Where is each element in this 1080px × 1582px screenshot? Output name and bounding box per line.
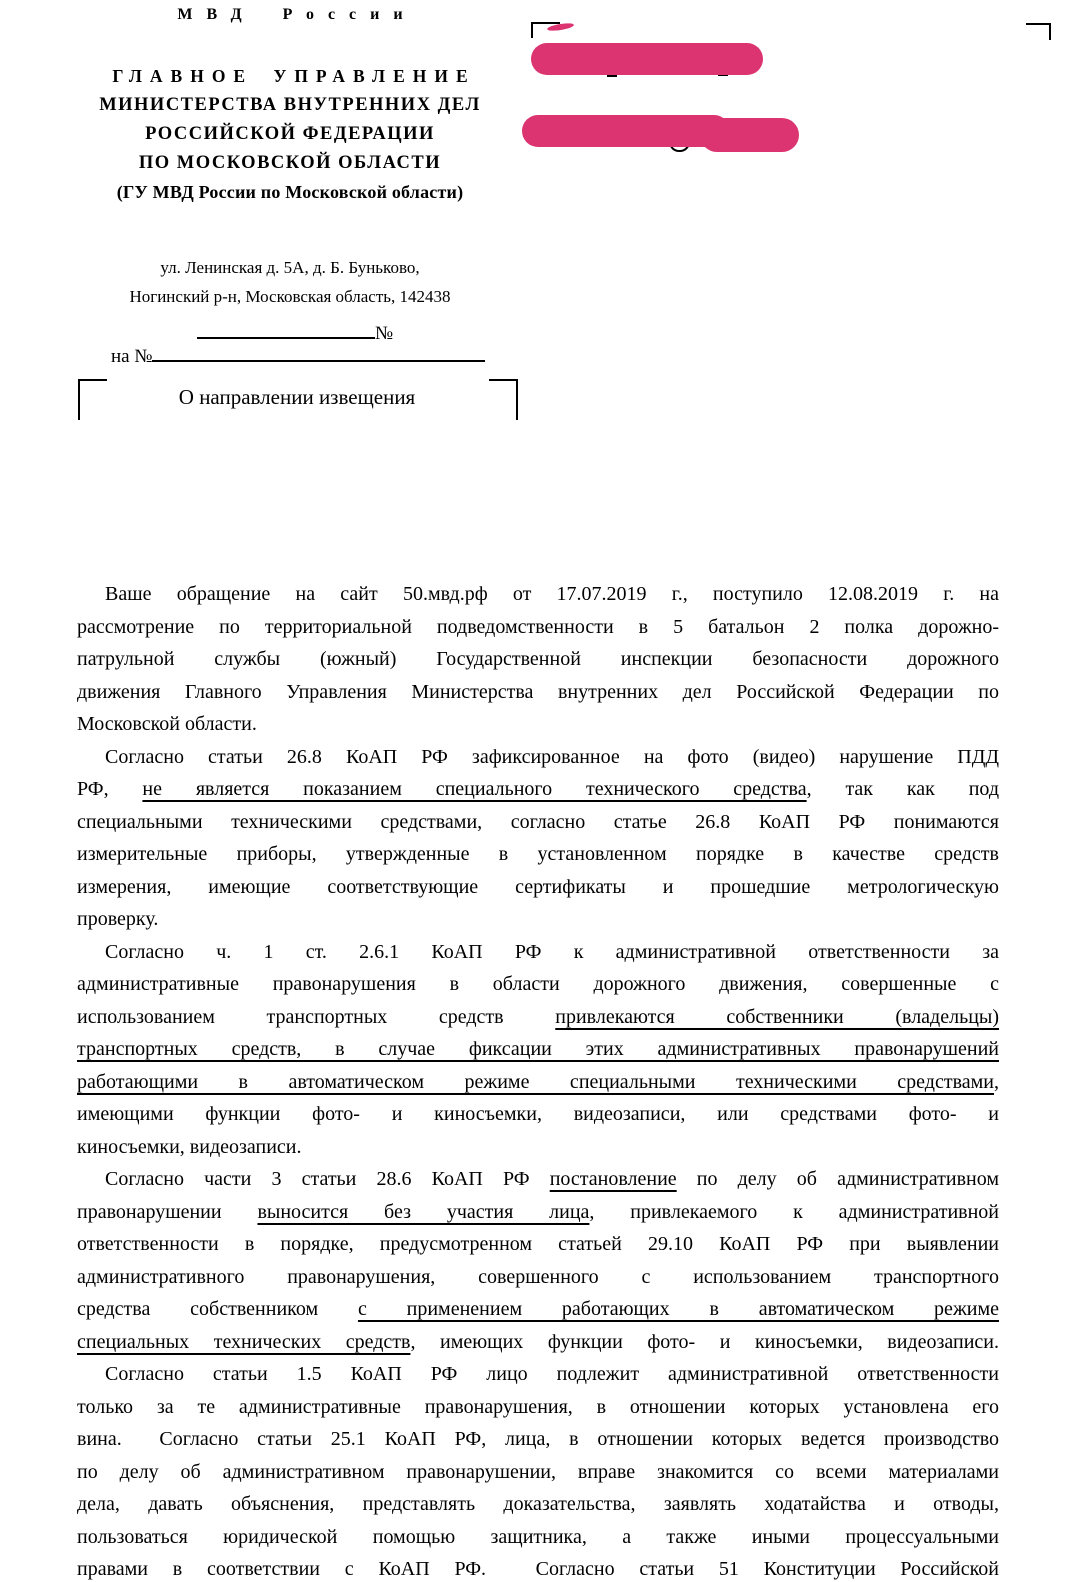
body-text-segment: Московской области. bbox=[77, 713, 257, 735]
body-line bbox=[77, 1261, 999, 1294]
underlined-text: специальных технических средств bbox=[77, 1330, 411, 1353]
body-text-segment: рассмотрение по территориальной подведомственности в 5 батальон 2 полка дорожно- bbox=[77, 615, 999, 638]
address-line: Ногинский р-н, Московская область, 142438 bbox=[129, 286, 451, 306]
body-line bbox=[77, 1391, 999, 1424]
body-text-segment: использованием транспортных средств bbox=[77, 1005, 556, 1028]
underlined-text: выносится без участия лица bbox=[257, 1200, 590, 1223]
body-line bbox=[77, 871, 999, 904]
number-symbol: № bbox=[375, 323, 394, 344]
body-line bbox=[77, 1228, 999, 1261]
department-line: ПО МОСКОВСКОЙ ОБЛАСТИ bbox=[138, 153, 442, 173]
body-line bbox=[77, 1521, 999, 1554]
postal-address bbox=[50, 254, 530, 311]
body-line bbox=[77, 1293, 999, 1326]
body-text-segment: Согласно статьи 26.8 КоАП РФ зафиксированное на фото (видео) нарушение ПДД bbox=[105, 745, 999, 768]
body-line bbox=[77, 1553, 999, 1582]
body-line bbox=[77, 903, 999, 936]
body-text-segment: по делу об административном правонарушении, вправе знакомится со всеми материалами bbox=[77, 1460, 999, 1483]
body-line bbox=[77, 741, 999, 774]
body-text-segment: пользоваться юридической помощью защитника, а также иными процессуальными bbox=[77, 1525, 999, 1548]
body-text-segment: , привлекаемого к административной bbox=[589, 1200, 999, 1223]
reply-number-line bbox=[111, 341, 485, 368]
body-line bbox=[77, 968, 999, 1001]
body-line bbox=[77, 643, 999, 676]
body-text-segment: измерительные приборы, утвержденные в установленном порядке в качестве средств bbox=[77, 843, 999, 865]
body-line bbox=[77, 806, 999, 839]
body-text-segment: , имеющих функции фото- и киносъемки, видеозаписи. bbox=[410, 1330, 999, 1353]
body-text-segment: средства собственником bbox=[77, 1298, 358, 1320]
underlined-text: транспортных средств, в случае фиксации этих административных правонарушений bbox=[77, 1038, 999, 1060]
redaction-mark bbox=[522, 115, 730, 147]
department-name-block bbox=[50, 62, 530, 207]
address-line: ул. Ленинская д. 5А, д. Б. Буньково, bbox=[160, 258, 420, 277]
body-text-segment: ответственности в порядке, предусмотренном статьей 29.10 КоАП РФ при выявлении bbox=[77, 1233, 999, 1255]
body-line bbox=[77, 936, 999, 969]
body-line bbox=[77, 1098, 999, 1131]
subject-title: О направлении извещения bbox=[178, 385, 416, 409]
body-text-segment: , bbox=[994, 1070, 999, 1093]
body-text-segment: административные правонарушения в области дорожного движения, совершенные с bbox=[77, 973, 999, 995]
body-text-segment: , так как под bbox=[806, 778, 999, 800]
body-text-segment: Согласно ч. 1 ст. 2.6.1 КоАП РФ к административной ответственности за bbox=[105, 940, 999, 963]
body-line bbox=[77, 1358, 999, 1391]
underlined-text: с применением работающих в автоматическом режиме bbox=[357, 1298, 999, 1320]
body-text-segment: движения Главного Управления Министерства внутренних дел Российской Федерации по bbox=[77, 680, 999, 703]
underlined-text: не является показанием специального технического средства bbox=[142, 778, 807, 800]
body-line bbox=[77, 1001, 999, 1034]
body-text-segment: специальными техническими средствами, согласно статье 26.8 КоАП РФ понимаются bbox=[77, 810, 999, 833]
reply-number-prefix: на № bbox=[111, 346, 153, 367]
ministry-name: МВД России bbox=[177, 6, 417, 23]
redaction-mark bbox=[531, 43, 763, 75]
body-text-segment: Согласно статьи 1.5 КоАП РФ лицо подлежит административной ответственности bbox=[105, 1363, 999, 1385]
addressee-corner-mark-right bbox=[1026, 23, 1051, 40]
body-text-segment: вина. Согласно статьи 25.1 КоАП РФ, лица, в отношении которых ведется производство bbox=[77, 1428, 999, 1450]
letter-body bbox=[77, 578, 999, 1582]
body-line bbox=[77, 676, 999, 709]
department-short-name: (ГУ МВД России по Московской области) bbox=[116, 182, 464, 202]
department-line: РОССИЙСКОЙ ФЕДЕРАЦИИ bbox=[145, 124, 435, 144]
reply-number-blank bbox=[152, 341, 485, 362]
body-text-segment: измерения, имеющие соответствующие сертификаты и прошедшие метрологическую bbox=[77, 875, 999, 898]
underlined-text: постановление bbox=[549, 1168, 677, 1190]
body-line bbox=[77, 1066, 999, 1099]
department-line: ГЛАВНОЕ УПРАВЛЕНИЕ bbox=[112, 66, 476, 86]
text-remnant bbox=[607, 75, 617, 77]
body-line bbox=[77, 1456, 999, 1489]
body-text-segment: имеющими функции фото- и киносъемки, видеозаписи, или средствами фото- и bbox=[77, 1103, 999, 1125]
body-text-segment: правонарушении bbox=[77, 1200, 258, 1223]
body-line bbox=[77, 578, 999, 611]
body-text-segment: проверку. bbox=[77, 908, 159, 930]
outgoing-number-blank bbox=[197, 318, 375, 339]
body-text-segment: киносъемки, видеозаписи. bbox=[77, 1135, 302, 1158]
department-line: МИНИСТЕРСТВА ВНУТРЕННИХ ДЕЛ bbox=[99, 95, 481, 115]
body-text-segment: РФ, bbox=[77, 778, 143, 800]
body-line bbox=[77, 838, 999, 871]
body-text-segment: правами в соответствии с КоАП РФ. Согласно статьи 51 Конституции Российской bbox=[77, 1558, 999, 1580]
body-text-segment: дела, давать объяснения, представлять доказательства, заявлять ходатайства и отводы, bbox=[77, 1493, 999, 1515]
body-line bbox=[77, 1196, 999, 1229]
body-line bbox=[77, 1326, 999, 1359]
body-text-segment: Согласно части 3 статьи 28.6 КоАП РФ bbox=[105, 1168, 550, 1190]
body-text-segment: по делу об административном bbox=[676, 1168, 999, 1190]
body-line bbox=[77, 773, 999, 806]
body-line bbox=[77, 1131, 999, 1164]
body-text-segment: административного правонарушения, совершенного с использованием транспортного bbox=[77, 1265, 999, 1288]
underlined-text: работающими в автоматическом режиме специальными техническими средствами bbox=[77, 1070, 994, 1093]
body-text-segment: Ваше обращение на сайт 50.мвд.рф от 17.07.2019 г., поступило 12.08.2019 г. на bbox=[105, 583, 999, 605]
body-line bbox=[77, 708, 999, 741]
body-line bbox=[77, 1423, 999, 1456]
body-line bbox=[77, 1033, 999, 1066]
letterhead bbox=[50, 6, 530, 306]
redaction-mark bbox=[700, 118, 799, 152]
body-text-segment: только за те административные правонарушения, в отношении которых установлена его bbox=[77, 1395, 999, 1418]
body-line bbox=[77, 1163, 999, 1196]
body-text-segment: патрульной службы (южный) Государственной инспекции безопасности дорожного bbox=[77, 648, 999, 670]
body-line bbox=[77, 1488, 999, 1521]
body-line bbox=[77, 611, 999, 644]
underlined-text: привлекаются собственники (владельцы) bbox=[555, 1005, 1000, 1028]
